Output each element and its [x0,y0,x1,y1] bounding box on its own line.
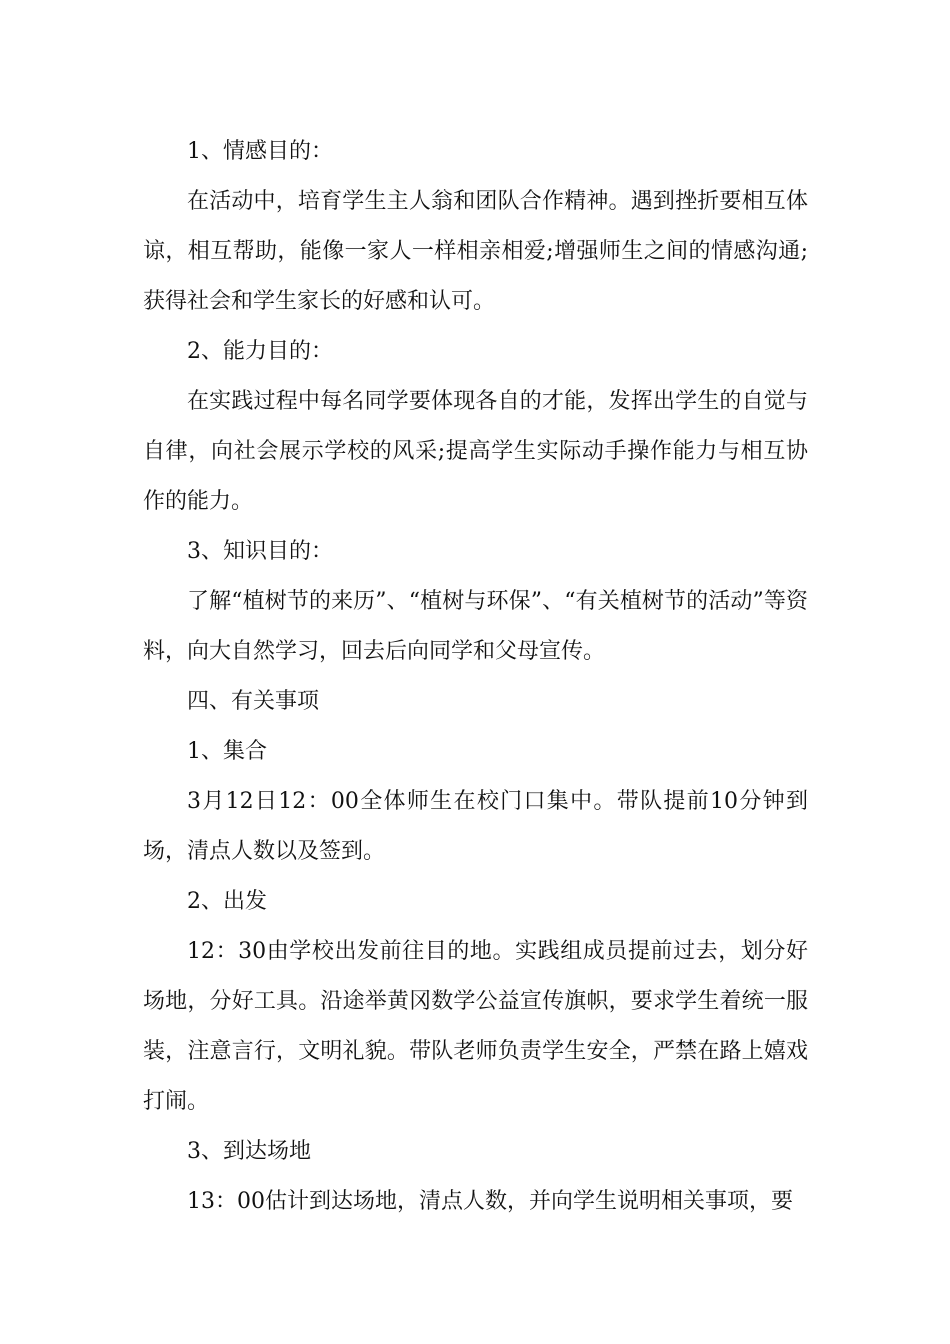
heading-assembly: 1、集合 [187,739,267,764]
heading-ability-goal: 2、能力目的： [187,339,333,364]
paragraph-knowledge-goal: 了解“植树节的来历”、“植树与环保”、“有关植树节的活动”等资料，向大自然学习，回去后向同学和父母宣传。 [143,589,808,664]
section-heading-related-matters: 四、有关事项 [187,689,320,714]
paragraph-arrival: 13：00估计到达场地，清点人数，并向学生说明相关事项，要 [187,1189,793,1214]
paragraph-ability-goal: 在实践过程中每名同学要体现各自的才能，发挥出学生的自觉与自律，向社会展示学校的风采;提高学生实际动手操作能力与相互协作的能力。 [143,389,808,514]
heading-emotional-goal: 1、情感目的： [187,139,333,164]
paragraph-assembly: 3月12日12：00全体师生在校门口集中。带队提前10分钟到场，清点人数以及签到。 [143,789,808,864]
document-body [143,127,808,1227]
heading-arrival: 3、到达场地 [187,1139,311,1164]
paragraph-departure: 12：30由学校出发前往目的地。实践组成员提前过去，划分好场地，分好工具。沿途举黄冈数学公益宣传旗帜，要求学生着统一服装，注意言行，文明礼貌。带队老师负责学生安全，严禁在路上嬉戏打闹。 [143,939,808,1114]
paragraph-emotional-goal: 在活动中，培育学生主人翁和团队合作精神。遇到挫折要相互体谅，相互帮助，能像一家人一样相亲相爱;增强师生之间的情感沟通;获得社会和学生家长的好感和认可。 [143,189,808,314]
heading-knowledge-goal: 3、知识目的： [187,539,333,564]
heading-departure: 2、出发 [187,889,267,914]
